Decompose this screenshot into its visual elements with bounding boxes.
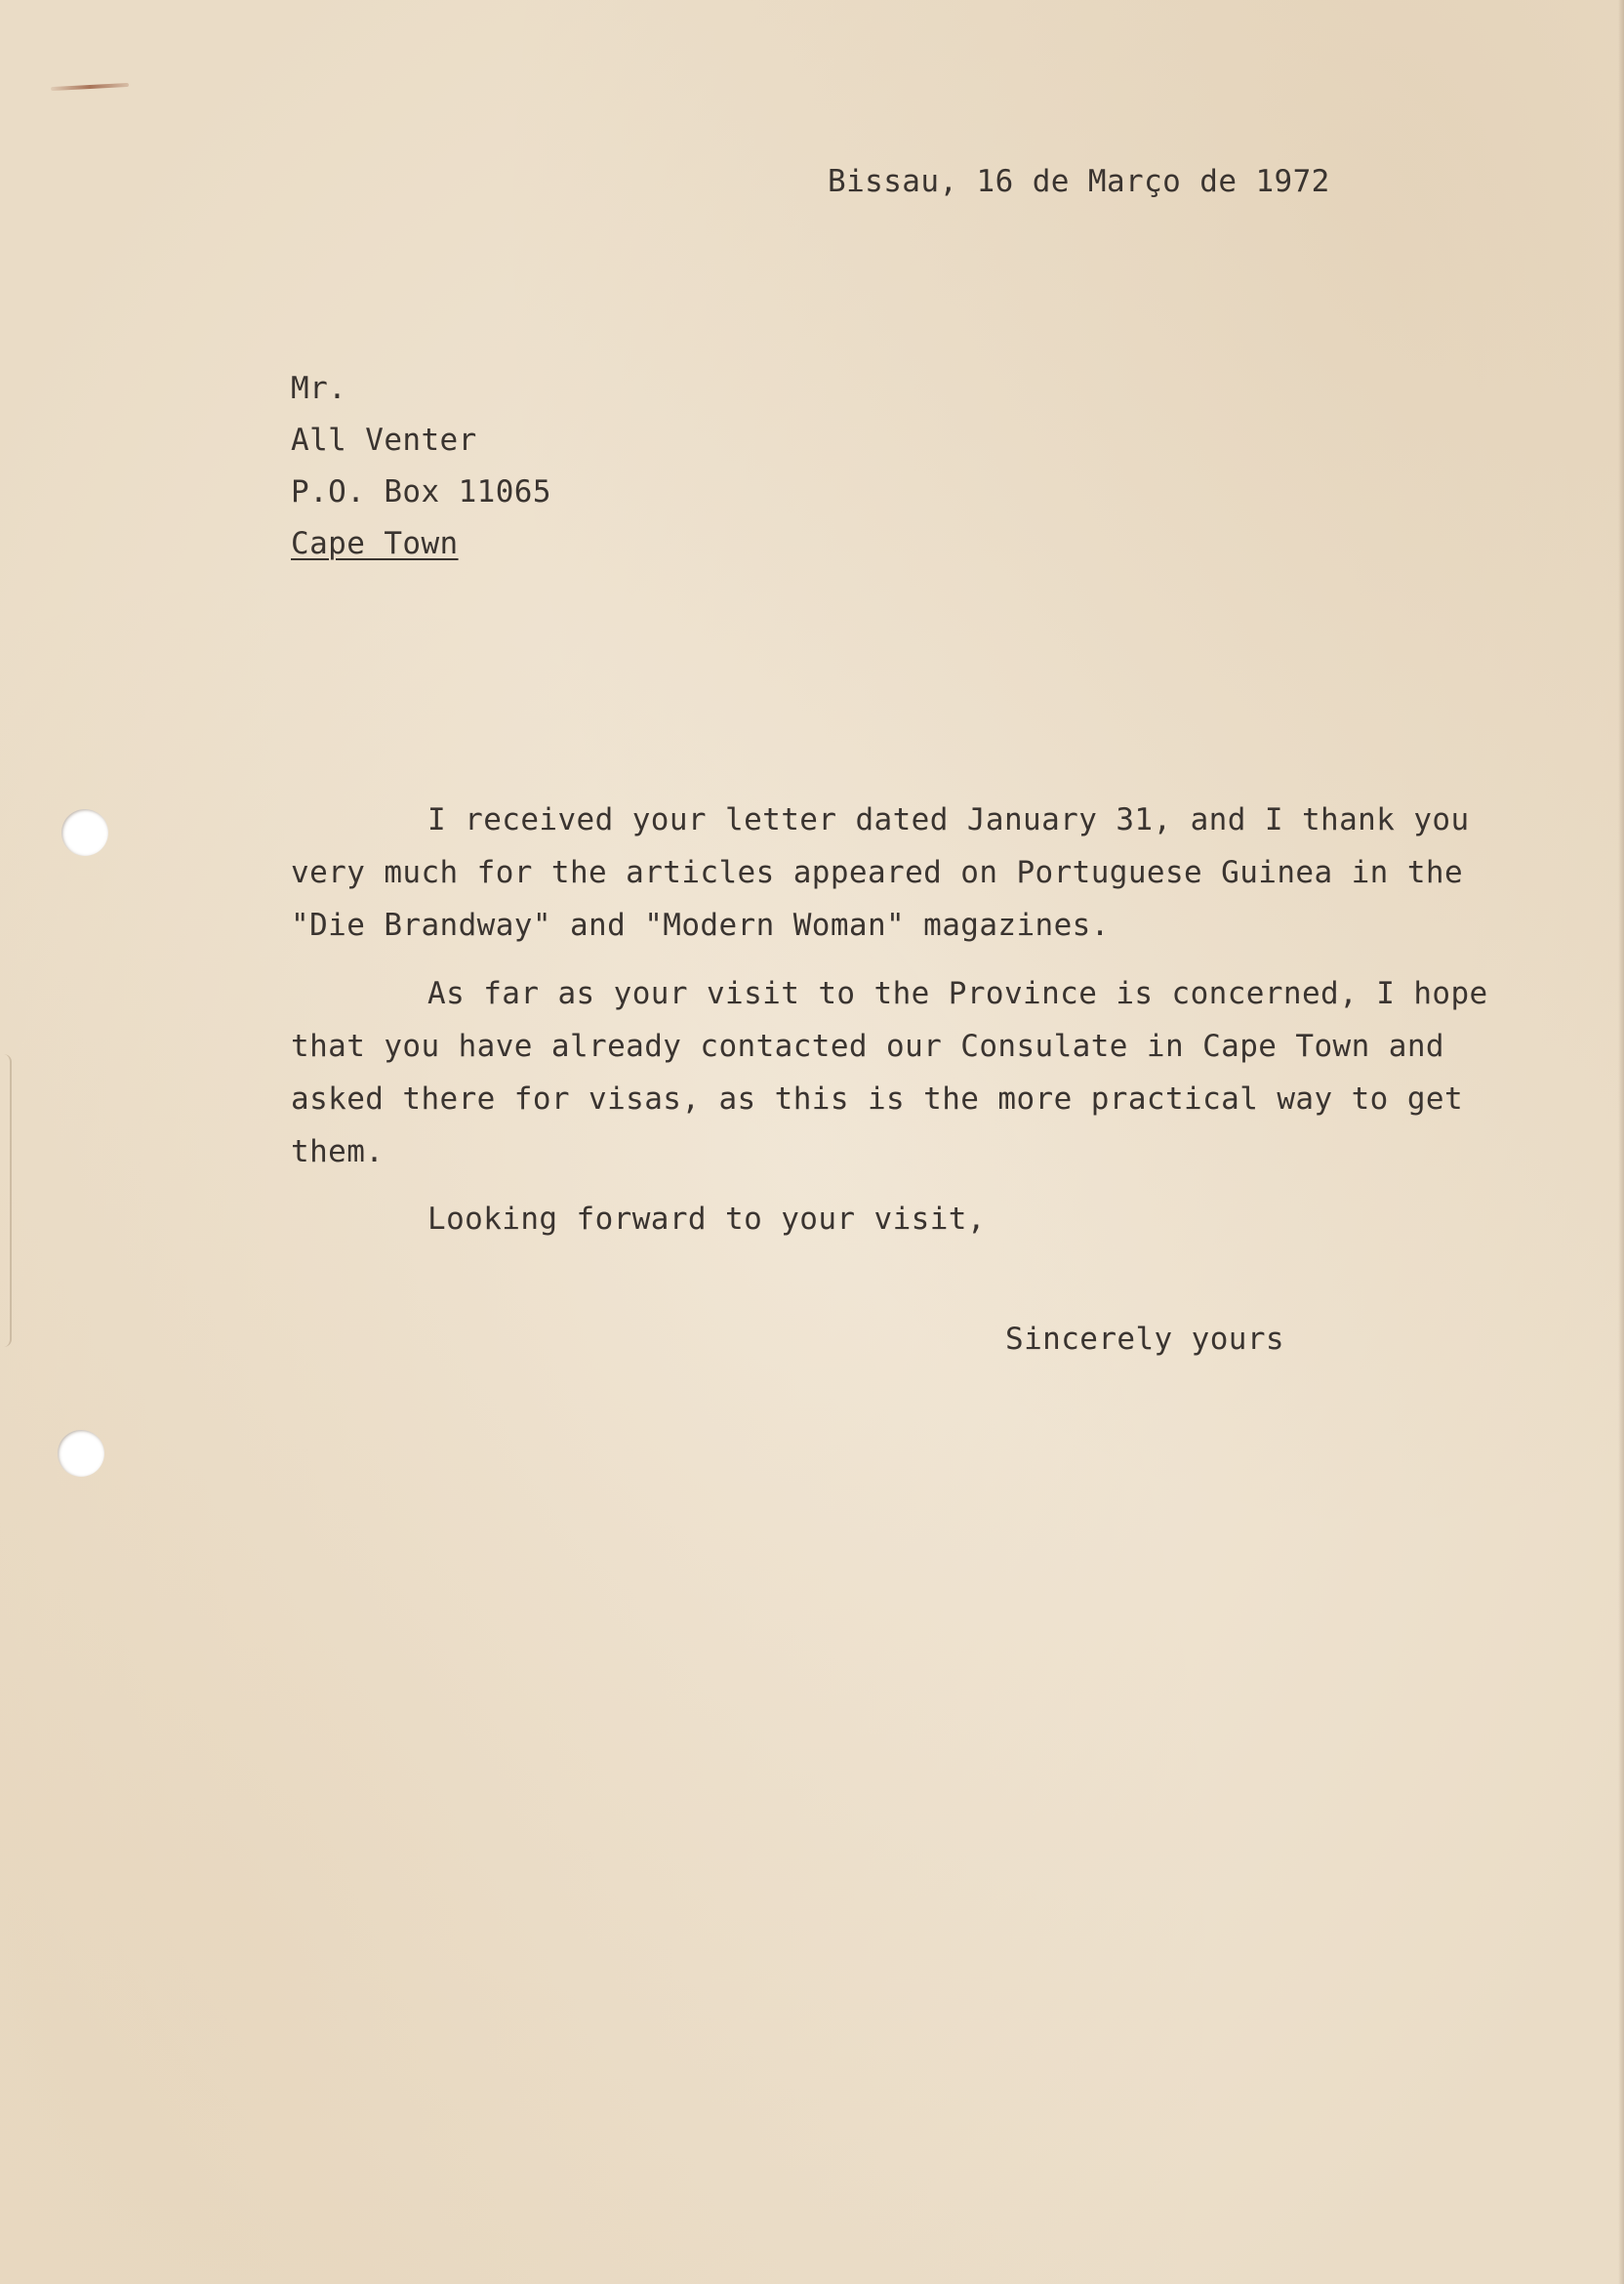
signoff: Sincerely yours	[1005, 1322, 1284, 1357]
letter-date: Bissau, 16 de Março de 1972	[828, 164, 1330, 199]
paragraph2-line3: asked there for visas, as this is the more practical way to get	[291, 1081, 1464, 1117]
ink-mark	[51, 83, 129, 91]
recipient-salutation: Mr.	[291, 371, 347, 406]
recipient-city: Cape Town	[291, 526, 459, 561]
recipient-po-box: P.O. Box 11065	[291, 474, 551, 510]
recipient-name: All Venter	[291, 423, 477, 458]
paragraph2-line2: that you have already contacted our Consulate in Cape Town and	[291, 1029, 1444, 1064]
paragraph1-line1: I received your letter dated January 31, and I thank you	[427, 802, 1470, 837]
paragraph2-line4: them.	[291, 1134, 385, 1169]
paper-fold	[4, 1054, 12, 1347]
paragraph1-line3: "Die Brandway" and "Modern Woman" magazines.	[291, 908, 1110, 943]
punch-hole-top	[61, 809, 108, 856]
punch-hole-bottom	[58, 1430, 104, 1477]
paper-edge	[1618, 0, 1624, 2284]
paragraph2-line1: As far as your visit to the Province is concerned, I hope	[427, 976, 1488, 1011]
paragraph1-line2: very much for the articles appeared on Portuguese Guinea in the	[291, 855, 1464, 890]
closing-line: Looking forward to your visit,	[427, 1202, 986, 1237]
